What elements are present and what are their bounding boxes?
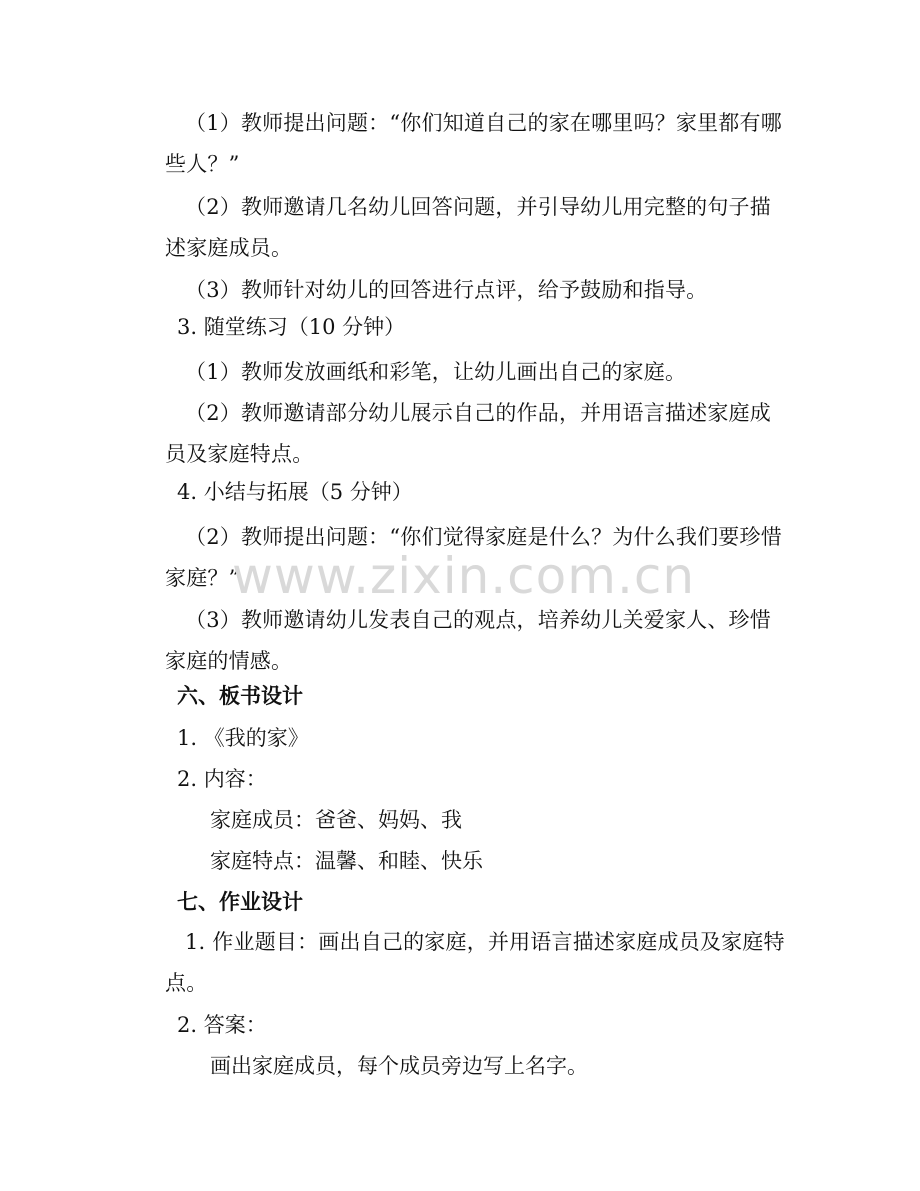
board-item-title: 1. 《我的家》: [177, 726, 309, 750]
heading-board-design: 六、板书设计: [177, 684, 303, 708]
step-practice: 3. 随堂练习（10 分钟）: [177, 315, 406, 339]
board-family-members: 家庭成员：爸爸、妈妈、我: [210, 808, 462, 832]
watermark-text: www.zixin.com.cn: [232, 547, 696, 605]
homework-answer-label: 2. 答案：: [177, 1013, 267, 1037]
board-family-traits: 家庭特点：温馨、和睦、快乐: [210, 849, 483, 873]
paragraph-homework-topic: 1. 作业题目：画出自己的家庭，并用语言描述家庭成员及家庭特点。: [165, 930, 785, 995]
paragraph-draw-family: （1）教师发放画纸和彩笔，让幼儿画出自己的家庭。: [185, 360, 687, 384]
homework-answer-text: 画出家庭成员，每个成员旁边写上名字。: [210, 1054, 588, 1078]
step-summary: 4. 小结与拓展（5 分钟）: [177, 480, 413, 504]
paragraph-share-views: （3）教师邀请幼儿发表自己的观点，培养幼儿关爱家人、珍惜家庭的情感。: [165, 608, 771, 673]
paragraph-invite-answer: （2）教师邀请几名幼儿回答问题，并引导幼儿用完整的句子描述家庭成员。: [165, 195, 771, 260]
paragraph-what-is-family: （2）教师提出问题：“你们觉得家庭是什么？为什么我们要珍惜家庭？”: [165, 525, 782, 590]
paragraph-show-work: （2）教师邀请部分幼儿展示自己的作品，并用语言描述家庭成员及家庭特点。: [165, 401, 771, 466]
paragraph-question-home: （1）教师提出问题：“你们知道自己的家在哪里吗？家里都有哪些人？”: [165, 111, 782, 176]
heading-homework-design: 七、作业设计: [177, 890, 303, 914]
board-item-content: 2. 内容：: [177, 767, 267, 791]
paragraph-feedback: （3）教师针对幼儿的回答进行点评，给予鼓励和指导。: [185, 278, 708, 302]
